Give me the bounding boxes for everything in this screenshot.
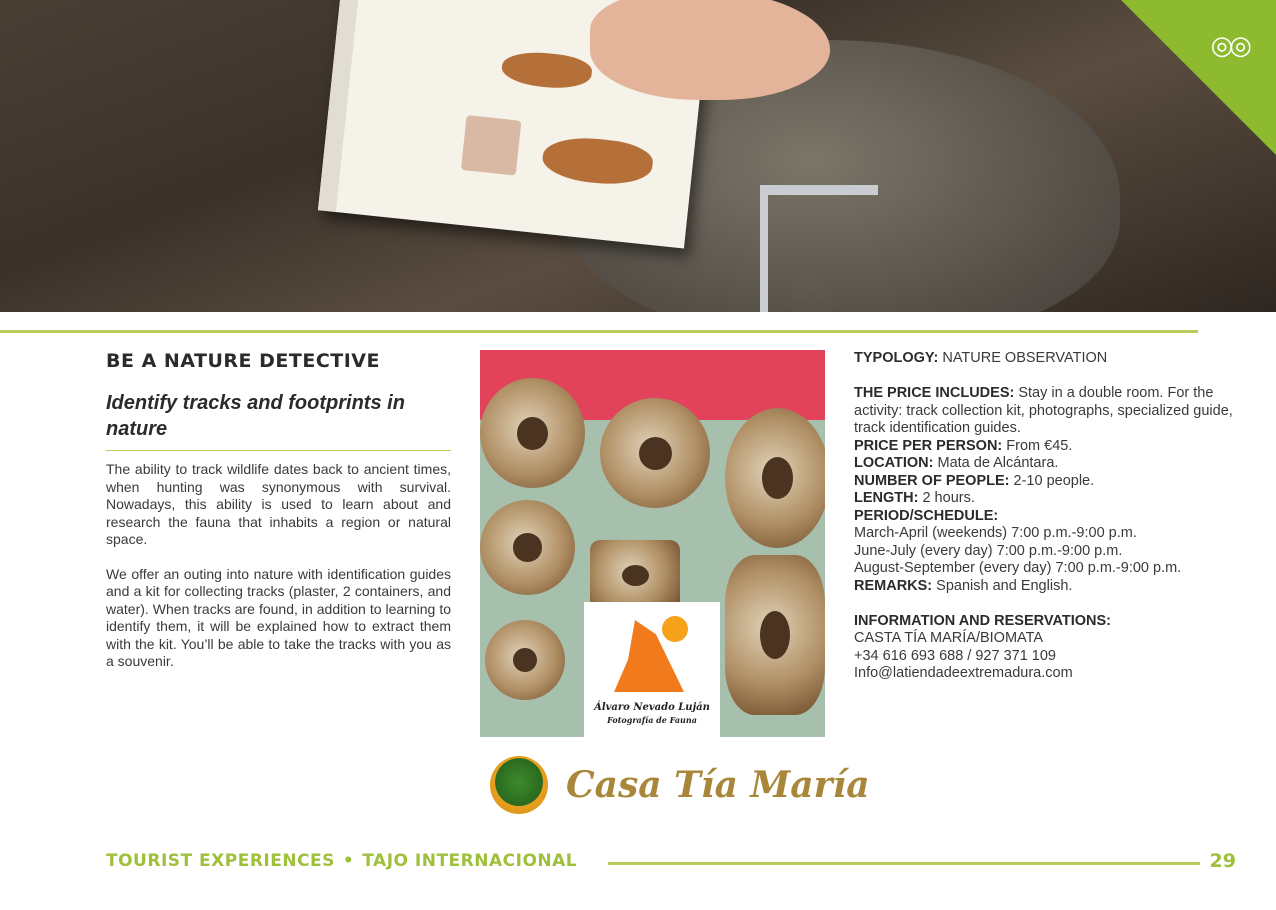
- schedule-line: March-April (weekends) 7:00 p.m.-9:00 p.m.: [854, 525, 1137, 541]
- section-title: BE A NATURE DETECTIVE: [106, 350, 380, 372]
- info-phone[interactable]: +34 616 693 688 / 927 371 109: [854, 647, 1056, 664]
- price-includes: THE PRICE INCLUDES: Stay in a double room. For the activity: track collection kit, photographs, specialized guide, track identification guides.: [854, 385, 1233, 436]
- cast-2: [600, 398, 710, 508]
- top-rule: [0, 330, 1198, 333]
- length: LENGTH: 2 hours.: [854, 490, 975, 506]
- info-email[interactable]: Info@latiendadeextremadura.com: [854, 665, 1073, 681]
- section-subtitle: Identify tracks and footprints in nature: [106, 390, 451, 451]
- photographer-name: Álvaro Nevado Luján: [594, 702, 710, 713]
- footer-label-1: TOURIST EXPERIENCES: [106, 851, 335, 871]
- binoculars-icon: ◎◎: [1210, 30, 1248, 60]
- paragraph-2: We offer an outing into nature with identification guides and a kit for collecting tracks (plaster, 2 containers, and water). When tracks are found, in addition to learning to identify them, it will be explained how to extract them with the kit. You’ll be able to take the tracks with you as a souvenir.: [106, 565, 451, 669]
- footer-rule: [608, 862, 1200, 865]
- period-schedule-label: PERIOD/SCHEDULE:: [854, 507, 999, 524]
- cast-3: [725, 408, 825, 548]
- tree-emblem-icon: [490, 756, 548, 814]
- location: LOCATION: Mata de Alcántara.: [854, 455, 1059, 471]
- schedule-line: June-July (every day) 7:00 p.m.-9:00 p.m.: [854, 542, 1123, 559]
- caliper-shape: [760, 185, 878, 312]
- description-column: [106, 350, 451, 671]
- page-footer: [106, 851, 1236, 875]
- illustration-track: [461, 115, 521, 175]
- price-per-person: PRICE PER PERSON: From €45.: [854, 437, 1073, 454]
- remarks: REMARKS: Spanish and English.: [854, 577, 1073, 594]
- cast-5: [590, 540, 680, 610]
- sun-icon: [662, 616, 688, 642]
- cast-7: [485, 620, 565, 700]
- info-label: INFORMATION AND RESERVATIONS:: [854, 612, 1111, 629]
- schedule-line: August-September (every day) 7:00 p.m.-9:00 p.m.: [854, 560, 1182, 576]
- track-casts-photo: [480, 350, 825, 737]
- page-number: 29: [1209, 850, 1236, 872]
- cast-6: [725, 555, 825, 715]
- footer-separator: •: [342, 851, 355, 871]
- hero-photo: [0, 0, 1276, 312]
- corner-tab: [1121, 0, 1276, 155]
- paragraph-1: The ability to track wildlife dates back to ancient times, when hunting was synonymous with survival. Nowadays, this ability is used to learn about and research the fauna that inhabits a region or natural space.: [106, 461, 451, 547]
- typology: TYPOLOGY: NATURE OBSERVATION: [854, 350, 1108, 366]
- hand-shape: [590, 0, 830, 100]
- footer-label-2: TAJO INTERNACIONAL: [362, 851, 578, 871]
- photographer-logo: [584, 602, 720, 737]
- cast-4: [480, 500, 575, 595]
- illustration-weasel-2: [541, 133, 655, 188]
- cast-1: [480, 378, 585, 488]
- illustration-weasel-1: [500, 49, 593, 92]
- number-of-people: NUMBER OF PEOPLE: 2-10 people.: [854, 472, 1095, 489]
- details-column: [854, 350, 1234, 683]
- photographer-tagline: Fotografía de Fauna: [607, 715, 697, 725]
- info-company: CASTA TÍA MARÍA/BIOMATA: [854, 630, 1044, 646]
- photographer-caption: [588, 702, 716, 726]
- footer-label: [106, 851, 577, 871]
- brand-name: Casa Tía María: [566, 764, 870, 806]
